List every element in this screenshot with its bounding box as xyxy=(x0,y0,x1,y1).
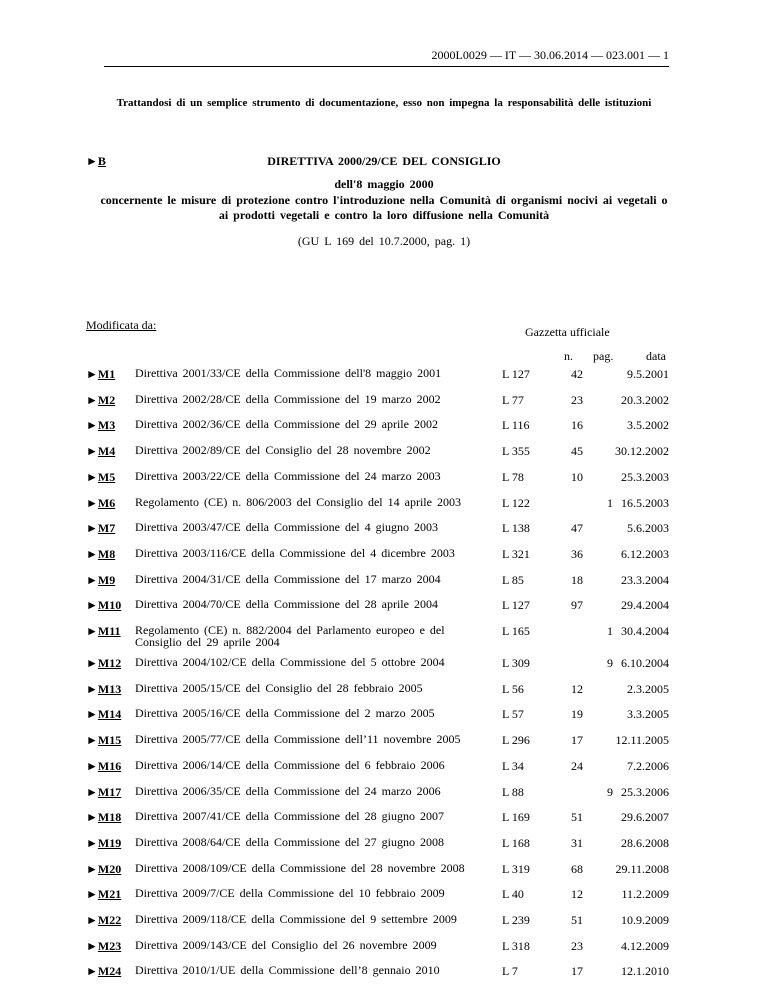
amendment-description: Direttiva 2006/35/CE della Commissione del 24 marzo 2006 xyxy=(135,783,441,798)
disclaimer: Trattandosi di un semplice strumento di documentazione, esso non impegna la responsabilità delle istituzioni xyxy=(116,97,652,109)
table-row xyxy=(0,656,768,682)
oj-page: 17 xyxy=(571,964,583,979)
oj-date: 25.3.2003 xyxy=(621,469,669,484)
amendment-marker[interactable] xyxy=(86,624,121,639)
amendment-marker[interactable] xyxy=(86,521,115,536)
amendment-link[interactable]: M13 xyxy=(97,681,122,696)
amendment-link[interactable]: M22 xyxy=(97,913,122,927)
oj-number: L 122 xyxy=(502,495,530,510)
oj-page: 51 xyxy=(571,810,583,825)
amendment-marker[interactable] xyxy=(86,598,121,613)
amendment-link[interactable]: M14 xyxy=(97,707,122,722)
oj-number: L 127 xyxy=(502,367,530,381)
arrow-icon: ► xyxy=(86,681,98,696)
amendment-link[interactable]: M2 xyxy=(97,392,116,407)
table-row xyxy=(0,367,768,393)
arrow-icon: ► xyxy=(86,733,98,748)
amendment-link[interactable]: M24 xyxy=(97,964,122,979)
arrow-icon: ► xyxy=(86,964,98,979)
table-row xyxy=(0,521,768,547)
amendment-marker[interactable] xyxy=(86,733,121,748)
table-row xyxy=(0,810,768,836)
amendment-description: Direttiva 2008/109/CE della Commissione del 28 novembre 2008 xyxy=(135,860,465,875)
arrow-icon: ► xyxy=(86,835,98,850)
amendment-link[interactable]: M3 xyxy=(97,418,116,433)
amendment-link[interactable]: M16 xyxy=(97,758,122,773)
column-header-pag: pag. xyxy=(593,349,614,363)
amendment-link[interactable]: M4 xyxy=(97,444,116,459)
oj-number: L 239 xyxy=(502,913,530,927)
column-header-data: data xyxy=(646,349,666,363)
amendment-link[interactable]: M15 xyxy=(97,733,122,748)
amendment-link[interactable]: M19 xyxy=(97,835,122,850)
oj-date: 2.3.2005 xyxy=(627,681,669,696)
arrow-icon: ► xyxy=(86,913,98,927)
oj-date: 16.5.2003 xyxy=(621,495,669,510)
oj-date: 28.6.2008 xyxy=(621,835,669,850)
amended-by-label: Modificata da: xyxy=(86,318,157,332)
oj-page: 12 xyxy=(571,681,583,696)
oj-page: 31 xyxy=(571,835,583,850)
oj-date: 5.6.2003 xyxy=(627,521,669,536)
table-row xyxy=(0,913,768,939)
oj-date: 3.3.2005 xyxy=(627,707,669,722)
amendment-link[interactable]: M1 xyxy=(97,367,116,381)
oj-number: L 165 xyxy=(502,624,530,638)
table-row xyxy=(0,624,768,650)
act-subject: concernente le misure di protezione contro l'introduzione nella Comunità di organismi nocivi ai vegetali o ai prodotti vegetali e contro la loro diffusione nella Comunità xyxy=(100,193,668,222)
amendment-marker[interactable] xyxy=(86,707,121,722)
oj-number: L 319 xyxy=(502,861,530,876)
amendment-marker[interactable] xyxy=(86,682,121,697)
act-title: DIRETTIVA 2000/29/CE DEL CONSIGLIO xyxy=(267,154,501,168)
oj-page: 68 xyxy=(571,861,583,876)
arrow-icon: ► xyxy=(86,861,98,876)
table-row xyxy=(0,573,768,599)
amendment-link[interactable]: M17 xyxy=(97,784,122,799)
amendment-description: Direttiva 2002/36/CE della Commissione del 29 aprile 2002 xyxy=(135,417,438,432)
oj-page: 1 xyxy=(607,495,613,510)
amendment-marker[interactable] xyxy=(86,785,121,800)
arrow-icon: ► xyxy=(86,758,98,773)
oj-date: 11.2.2009 xyxy=(621,887,669,902)
amendment-description: Direttiva 2002/89/CE del Consiglio del 28 novembre 2002 xyxy=(135,443,431,458)
oj-page: 97 xyxy=(571,598,583,613)
oj-number: L 169 xyxy=(502,810,530,825)
arrow-icon: ► xyxy=(86,572,98,587)
oj-date: 12.11.2005 xyxy=(615,733,669,748)
arrow-icon: ► xyxy=(86,887,98,902)
oj-page: 9 xyxy=(607,784,613,799)
oj-page: 42 xyxy=(571,367,583,381)
oj-page: 10 xyxy=(571,469,583,484)
amendment-description: Direttiva 2004/70/CE della Commissione del 28 aprile 2004 xyxy=(135,597,438,612)
amendment-description: Direttiva 2004/31/CE della Commissione del 17 marzo 2004 xyxy=(135,571,441,586)
oj-page: 36 xyxy=(571,546,583,561)
oj-date: 7.2.2006 xyxy=(627,758,669,773)
amendment-description: Direttiva 2007/41/CE della Commissione del 28 giugno 2007 xyxy=(135,809,444,824)
amendment-link[interactable]: M6 xyxy=(97,495,116,510)
oj-number: L 34 xyxy=(502,758,524,773)
amendment-link[interactable]: M5 xyxy=(97,469,116,484)
oj-date: 20.3.2002 xyxy=(621,392,669,407)
oj-date: 23.3.2004 xyxy=(621,572,669,587)
amendment-link[interactable]: M18 xyxy=(97,810,122,825)
table-row xyxy=(0,862,768,888)
amendment-marker[interactable] xyxy=(86,759,121,774)
amendment-description: Regolamento (CE) n. 882/2004 del Parlamento europeo e del Consiglio del 29 aprile 2004 xyxy=(135,623,445,649)
oj-date: 9.5.2001 xyxy=(627,367,669,381)
oj-page: 23 xyxy=(571,392,583,407)
amendment-description: Direttiva 2003/116/CE della Commissione del 4 dicembre 2003 xyxy=(135,545,455,560)
amendment-marker[interactable] xyxy=(86,547,115,562)
amendment-marker[interactable] xyxy=(86,836,121,851)
gazzetta-header: Gazzetta ufficiale xyxy=(525,325,610,339)
oj-number: L 296 xyxy=(502,733,530,748)
oj-number: L 85 xyxy=(502,572,524,587)
oj-date: 10.9.2009 xyxy=(621,913,669,927)
oj-number: L 309 xyxy=(502,656,530,670)
arrow-icon: ► xyxy=(86,367,98,381)
amendment-description: Direttiva 2003/47/CE della Commissione del 4 giugno 2003 xyxy=(135,520,438,535)
amendment-marker[interactable] xyxy=(86,573,115,588)
oj-number: L 57 xyxy=(502,707,524,722)
oj-number: L 78 xyxy=(502,469,524,484)
amendment-link[interactable]: M23 xyxy=(97,938,122,953)
amendment-description: Regolamento (CE) n. 806/2003 del Consiglio del 14 aprile 2003 xyxy=(135,494,461,509)
oj-date: 30.4.2004 xyxy=(621,624,669,638)
amendment-link[interactable]: M7 xyxy=(97,521,116,536)
amendment-marker[interactable] xyxy=(86,810,121,825)
amendment-marker[interactable] xyxy=(86,444,115,459)
oj-page: 24 xyxy=(571,758,583,773)
oj-page: 16 xyxy=(571,418,583,433)
amendment-description: Direttiva 2006/14/CE della Commissione del 6 febbraio 2006 xyxy=(135,757,445,772)
amendment-description: Direttiva 2001/33/CE della Commissione dell'8 maggio 2001 xyxy=(135,366,442,380)
amendment-marker[interactable] xyxy=(86,656,121,671)
amendment-marker[interactable] xyxy=(86,470,115,485)
amendment-link[interactable]: M20 xyxy=(97,861,122,876)
table-row xyxy=(0,836,768,862)
oj-date: 12.1.2010 xyxy=(621,964,669,979)
oj-page: 1 xyxy=(607,624,613,638)
table-row xyxy=(0,939,768,965)
oj-page: 19 xyxy=(571,707,583,722)
amendment-link[interactable]: M21 xyxy=(97,887,122,902)
amendment-link[interactable]: M10 xyxy=(97,598,122,613)
oj-date: 29.6.2007 xyxy=(621,810,669,825)
amendment-description: Direttiva 2009/143/CE del Consiglio del 26 novembre 2009 xyxy=(135,937,437,952)
oj-date: 29.4.2004 xyxy=(621,598,669,613)
table-row xyxy=(0,547,768,573)
base-act-link[interactable]: B xyxy=(97,154,106,168)
oj-date: 4.12.2009 xyxy=(621,938,669,953)
amendment-marker[interactable] xyxy=(86,887,121,902)
oj-number: L 116 xyxy=(502,418,530,433)
table-row xyxy=(0,598,768,624)
amendment-marker[interactable] xyxy=(86,913,121,928)
table-row xyxy=(0,707,768,733)
arrow-icon: ► xyxy=(86,784,98,799)
arrow-icon: ► xyxy=(86,392,98,407)
amendment-marker[interactable] xyxy=(86,862,121,877)
oj-number: L 127 xyxy=(502,598,530,613)
amendment-description: Direttiva 2005/77/CE della Commissione dell’11 novembre 2005 xyxy=(135,732,461,747)
amendment-link[interactable]: M12 xyxy=(97,656,122,670)
arrow-icon: ► xyxy=(86,707,98,722)
amendment-description: Direttiva 2004/102/CE della Commissione del 5 ottobre 2004 xyxy=(135,655,445,669)
oj-number: L 138 xyxy=(502,521,530,536)
table-row xyxy=(0,964,768,990)
amendment-marker[interactable] xyxy=(86,418,115,433)
table-row xyxy=(0,682,768,708)
arrow-icon: ► xyxy=(86,444,98,459)
document-id: 2000L0029 — IT — 30.06.2014 — 023.001 — 1 xyxy=(431,48,669,62)
oj-number: L 318 xyxy=(502,938,530,953)
arrow-icon: ► xyxy=(86,154,98,168)
table-row xyxy=(0,785,768,811)
amendment-description: Direttiva 2005/16/CE della Commissione del 2 marzo 2005 xyxy=(135,706,435,721)
amendment-link[interactable]: M8 xyxy=(97,546,116,561)
table-row xyxy=(0,418,768,444)
oj-page: 45 xyxy=(571,444,583,459)
arrow-icon: ► xyxy=(86,624,98,638)
oj-number: L 355 xyxy=(502,444,530,459)
amendment-description: Direttiva 2008/64/CE della Commissione del 27 giugno 2008 xyxy=(135,834,444,849)
arrow-icon: ► xyxy=(86,656,98,670)
oj-page: 51 xyxy=(571,913,583,927)
table-row xyxy=(0,887,768,913)
oj-page: 17 xyxy=(571,733,583,748)
table-row xyxy=(0,393,768,419)
amendment-description: Direttiva 2009/7/CE della Commissione del 10 febbraio 2009 xyxy=(135,886,445,901)
oj-number: L 56 xyxy=(502,681,524,696)
amendment-marker[interactable] xyxy=(86,393,115,408)
oj-number: L 40 xyxy=(502,887,524,902)
amendment-marker[interactable] xyxy=(86,939,121,954)
oj-date: 6.10.2004 xyxy=(621,656,669,670)
gu-reference: (GU L 169 del 10.7.2000, pag. 1) xyxy=(297,234,471,248)
arrow-icon: ► xyxy=(86,810,98,825)
amendment-link[interactable]: M11 xyxy=(97,624,121,638)
oj-number: L 77 xyxy=(502,392,524,407)
oj-page: 47 xyxy=(571,521,583,536)
oj-date: 3.5.2002 xyxy=(627,418,669,433)
arrow-icon: ► xyxy=(86,469,98,484)
oj-page: 23 xyxy=(571,938,583,953)
arrow-icon: ► xyxy=(86,521,98,536)
header-rule xyxy=(104,66,669,67)
amendment-link[interactable]: M9 xyxy=(97,572,116,587)
oj-number: L 88 xyxy=(502,784,524,799)
arrow-icon: ► xyxy=(86,495,98,510)
amendment-marker[interactable] xyxy=(86,496,115,511)
oj-number: L 7 xyxy=(502,964,518,979)
amendment-description: Direttiva 2010/1/UE della Commissione dell’8 gennaio 2010 xyxy=(135,963,440,978)
oj-page: 18 xyxy=(571,572,583,587)
column-header-n: n. xyxy=(564,349,573,363)
arrow-icon: ► xyxy=(86,598,98,613)
oj-date: 29.11.2008 xyxy=(615,861,669,876)
oj-number: L 321 xyxy=(502,546,530,561)
table-row xyxy=(0,496,768,522)
act-date: dell'8 maggio 2000 xyxy=(334,177,434,191)
oj-date: 25.3.2006 xyxy=(621,784,669,799)
amendment-marker[interactable] xyxy=(86,367,115,382)
amendment-description: Direttiva 2005/15/CE del Consiglio del 28 febbraio 2005 xyxy=(135,680,423,695)
oj-number: L 168 xyxy=(502,835,530,850)
oj-date: 30.12.2002 xyxy=(615,444,669,459)
table-row xyxy=(0,444,768,470)
arrow-icon: ► xyxy=(86,418,98,433)
oj-page: 9 xyxy=(607,656,613,670)
amendment-description: Direttiva 2002/28/CE della Commissione del 19 marzo 2002 xyxy=(135,391,441,406)
table-row xyxy=(0,733,768,759)
oj-page: 12 xyxy=(571,887,583,902)
amendment-description: Direttiva 2003/22/CE della Commissione del 24 marzo 2003 xyxy=(135,468,441,483)
arrow-icon: ► xyxy=(86,546,98,561)
arrow-icon: ► xyxy=(86,938,98,953)
amendment-marker[interactable] xyxy=(86,964,121,979)
oj-date: 6.12.2003 xyxy=(621,546,669,561)
amendment-description: Direttiva 2009/118/CE della Commissione del 9 settembre 2009 xyxy=(135,912,457,926)
table-row xyxy=(0,759,768,785)
table-row xyxy=(0,470,768,496)
